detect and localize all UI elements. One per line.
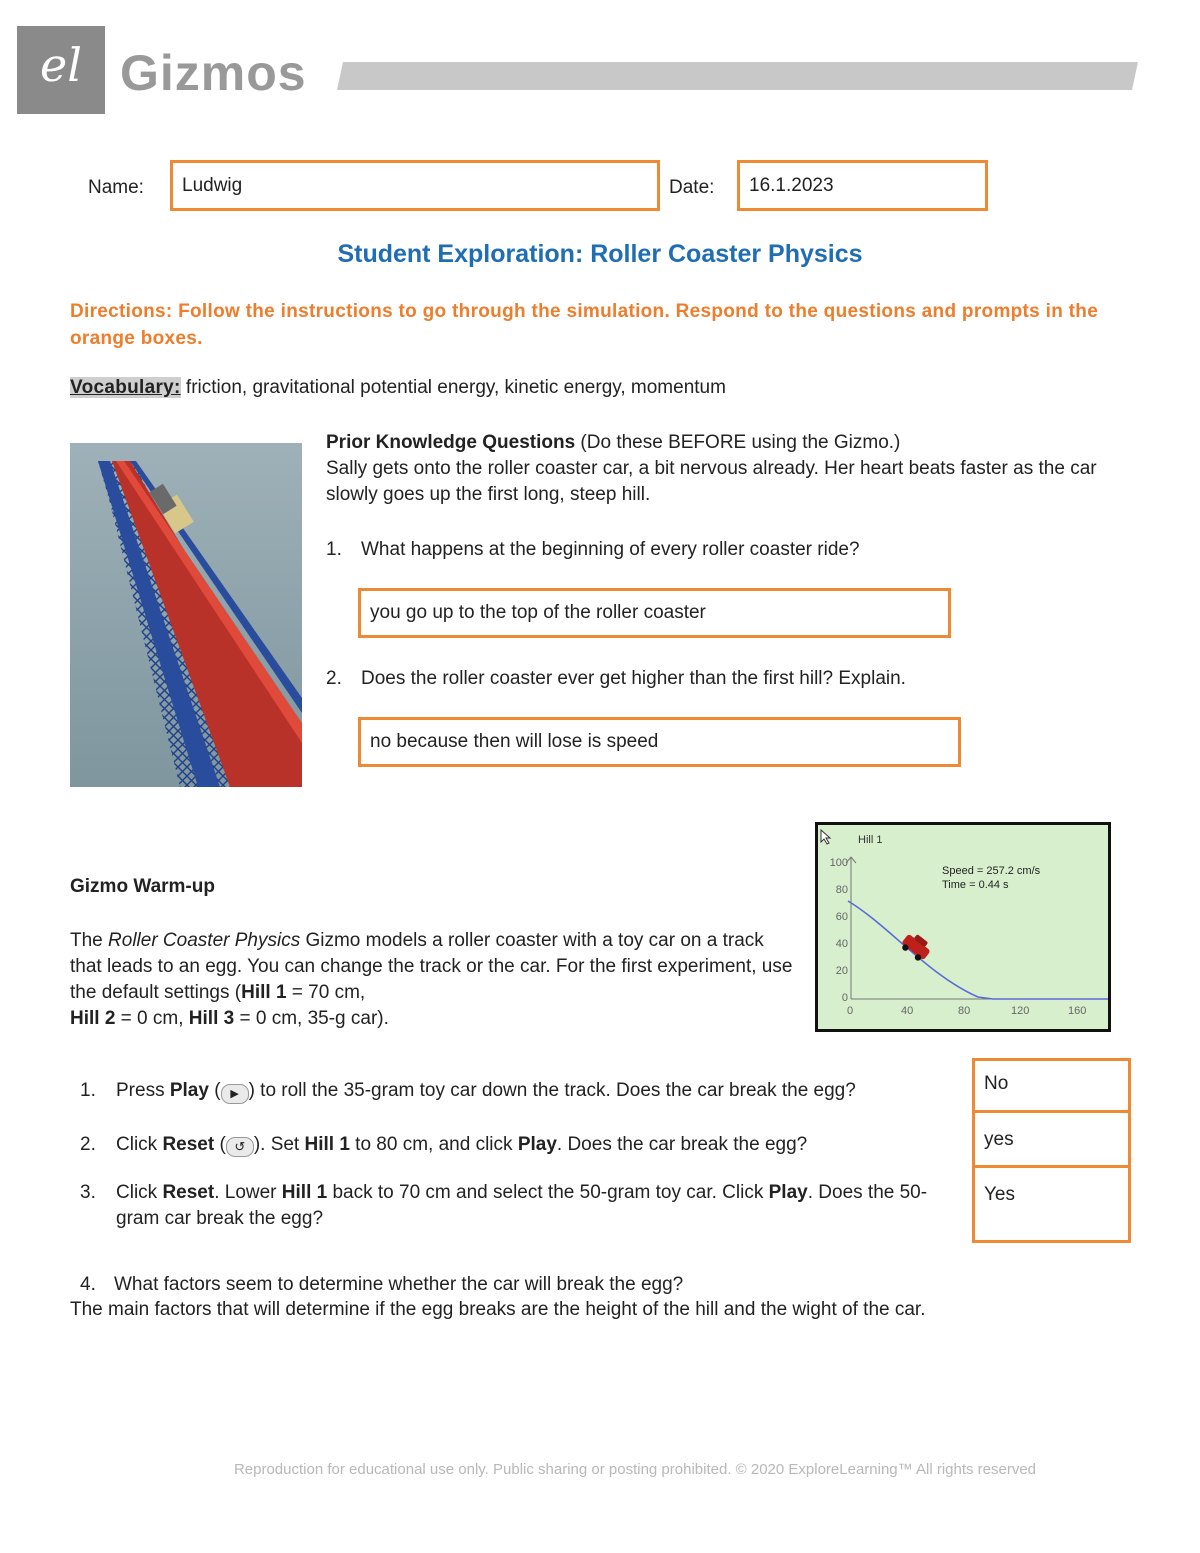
gizmo-y-tick: 80 [835, 884, 848, 896]
warmup-a2-box[interactable]: yes [972, 1110, 1131, 1168]
warmup-q3-text: Click Reset. Lower Hill 1 back to 70 cm and select the 50-gram toy car. Click Play. Does the 50-gram car break the egg? [116, 1182, 928, 1229]
warmup-q1-text: Press Play ( ▶ ) to roll the 35-gram toy car down the track. Does the car break the egg? [116, 1078, 966, 1104]
gizmo-time-readout: Time = 0.44 s [942, 879, 1009, 891]
play-button-icon[interactable]: ▶ [221, 1084, 249, 1104]
date-field[interactable]: 16.1.2023 [737, 160, 988, 211]
gizmos-wordmark: Gizmos [120, 45, 307, 101]
directions-text: Directions: Follow the instructions to go through the simulation. Respond to the questions and prompts in the orange boxes. [70, 301, 1099, 349]
warmup-q2-number: 2. [80, 1134, 96, 1155]
date-label: Date: [669, 177, 715, 198]
prior-knowledge-heading-line [326, 430, 1136, 456]
warmup-paragraph: The Roller Coaster Physics Gizmo models a roller coaster with a toy car on a track that leads to an egg. You can change the track or the car. For the first experiment, use the default settings (Hill 1 = 70 cm, Hill 2 = 0 cm, Hill 3 = 0 cm, 35-g car). [70, 930, 793, 1029]
prior-q1-text: What happens at the beginning of every roller coaster ride? [361, 539, 860, 560]
warmup-q3-number: 3. [80, 1182, 96, 1203]
prior-knowledge-note: (Do these BEFORE using the Gizmo.) [575, 432, 901, 453]
warmup-a3-box[interactable]: Yes [972, 1165, 1131, 1243]
prior-q1-number: 1. [326, 539, 342, 560]
gizmo-name: Roller Coaster Physics [108, 930, 301, 951]
prior-q2-answer[interactable]: no because then will lose is speed [358, 717, 961, 767]
gizmo-simulation-screenshot [815, 822, 1111, 1032]
name-field[interactable]: Ludwig [170, 160, 660, 211]
gizmo-x-tick: 80 [958, 1005, 971, 1017]
gizmo-x-tick: 40 [901, 1005, 914, 1017]
warmup-q4-answer[interactable]: The main factors that will determine if the egg breaks are the height of the hill and the wight of the car. [70, 1299, 926, 1320]
name-label: Name: [88, 177, 144, 198]
warmup-q4-text: What factors seem to determine whether the car will break the egg? [114, 1274, 684, 1295]
warmup-q4-number: 4. [80, 1274, 96, 1295]
prior-intro-text: Sally gets onto the roller coaster car, a bit nervous already. Her heart beats faster as the car slowly goes up the first long, steep hill. [326, 458, 1097, 505]
warmup-q2-text: Click Reset ( ↺ ). Set Hill 1 to 80 cm, and click Play. Does the car break the egg? [116, 1134, 808, 1155]
vocabulary-label: Vocabulary: [70, 377, 181, 398]
track-curve [848, 901, 1108, 999]
gizmo-x-tick: 120 [1011, 1005, 1030, 1017]
vocabulary-line [70, 377, 726, 399]
reset-button-icon[interactable]: ↺ [226, 1137, 254, 1157]
prior-q2-text: Does the roller coaster ever get higher than the first hill? Explain. [361, 668, 906, 689]
warmup-heading: Gizmo Warm-up [70, 876, 215, 897]
prior-q2-number: 2. [326, 668, 342, 689]
gizmo-y-tick: 40 [835, 938, 848, 950]
page-title: Student Exploration: Roller Coaster Physics [337, 240, 863, 268]
gizmo-hill-label: Hill 1 [858, 834, 883, 846]
gizmo-y-tick: 100 [829, 857, 848, 869]
toy-car-icon [899, 930, 934, 964]
gizmo-y-tick: 20 [835, 965, 848, 977]
gizmo-x-tick: 160 [1068, 1005, 1087, 1017]
gizmo-y-tick: 60 [835, 911, 848, 923]
gizmo-x-tick: 0 [847, 1005, 854, 1017]
warmup-a1-box[interactable]: No [972, 1058, 1131, 1113]
gizmo-speed-readout: Speed = 257.2 cm/s [942, 865, 1041, 877]
prior-q1-answer[interactable]: you go up to the top of the roller coaster [358, 588, 951, 638]
vocabulary-terms: friction, gravitational potential energy, kinetic energy, momentum [180, 377, 726, 398]
prior-knowledge-heading: Prior Knowledge Questions [326, 432, 576, 453]
page-footer: Reproduction for educational use only. Public sharing or posting prohibited. © 2020 ExploreLearning™ All rights reserved [233, 1461, 1037, 1478]
explorelearning-logo-icon: el [40, 38, 82, 92]
roller-coaster-photo [70, 443, 302, 787]
cursor-icon [821, 830, 830, 844]
gizmo-y-tick: 0 [841, 992, 848, 1004]
header-decorative-bar [337, 62, 1138, 90]
warmup-q1-number: 1. [80, 1080, 96, 1101]
